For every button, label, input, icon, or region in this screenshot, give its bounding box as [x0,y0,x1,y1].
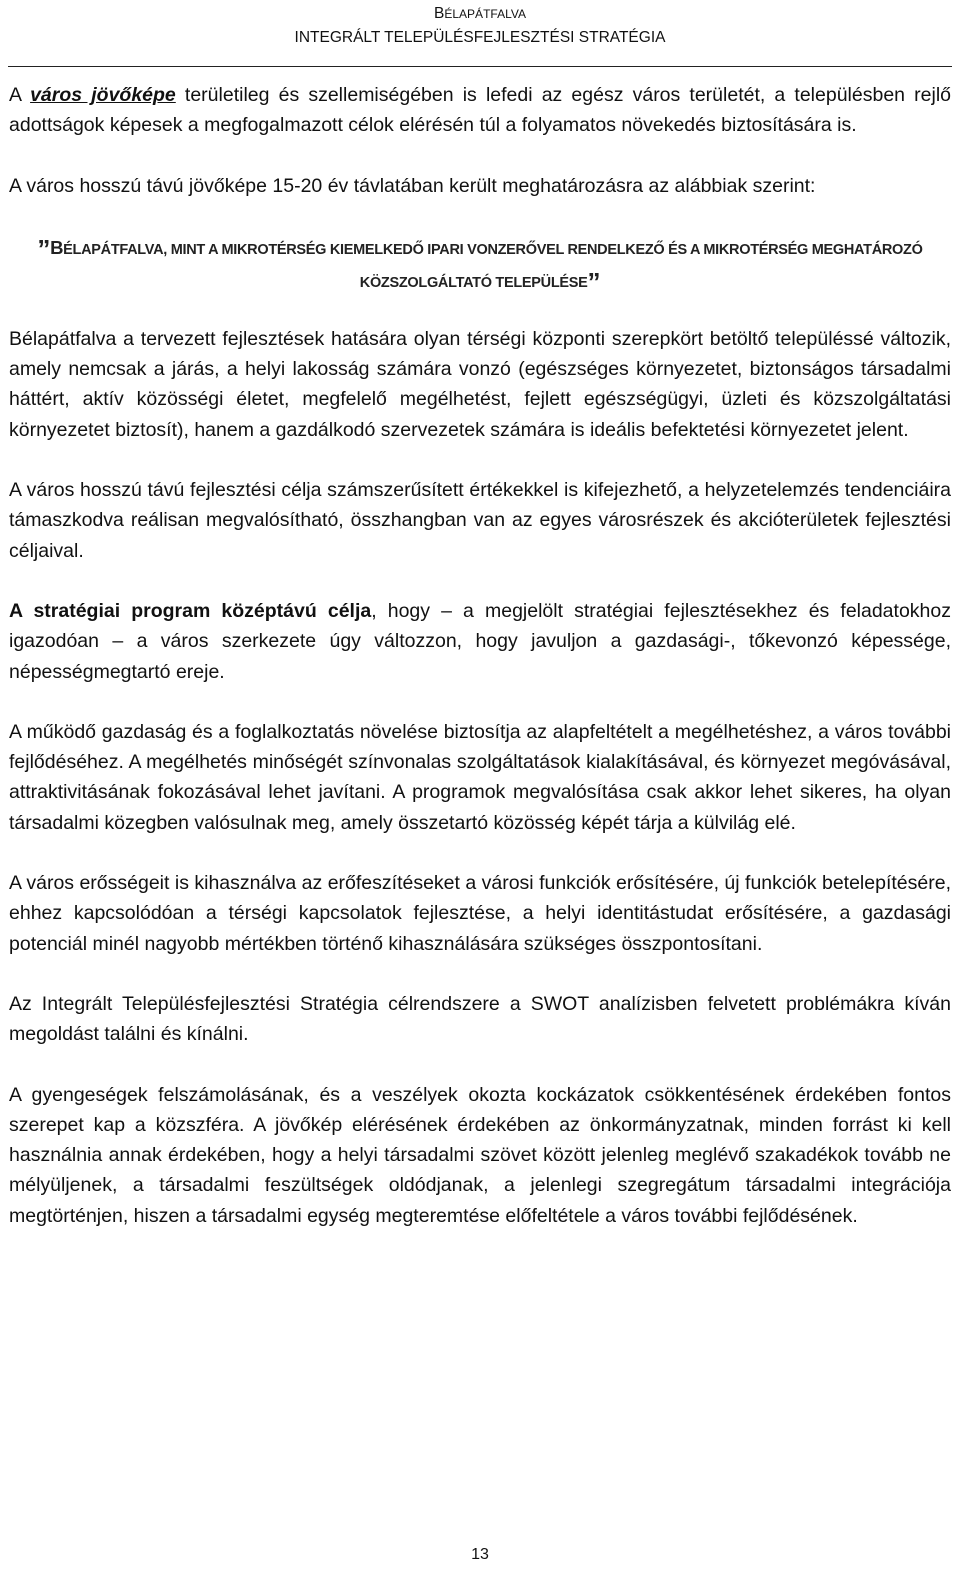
p5-rest: , hogy – a megjelölt stratégiai fejlesztésekhez és feladatokhoz igazodóan – a város szerkezete úgy változzon, hogy javuljon a gazdasági-, tőkevonzó képessége, népességmegtartó ereje. [9,599,951,683]
header-divider [8,66,952,67]
p5-bold-lead: A stratégiai program középtávú célja [9,599,372,622]
vision-close-quote: ” [587,266,601,297]
header-document-title: INTEGRÁLT TELEPÜLÉSFEJLESZTÉSI STRATÉGIA [294,29,666,46]
paragraph-vision-timeframe: A város hosszú távú jövőképe 15-20 év távlatában került meghatározásra az alábbiak szerint: [9,174,816,197]
paragraph-swot: Az Integrált Településfejlesztési Stratégia célrendszere a SWOT analízisben felvetett problémákra kíván megoldást találni és kínálni. [9,992,951,1046]
vision-text: ÉLAPÁTFALVA, MINT A MIKROTÉRSÉG KIEMELKEDŐ IPARI VONZERŐVEL RENDELKEZŐ ÉS A MIKROTÉRSÉG MEGHATÁROZÓ KÖZSZOLGÁLTATÓ TELEPÜLÉSE [63,241,923,291]
header-town-initial: B [434,5,445,22]
header-town-name [0,2,960,26]
paragraph-mid-term-goal [9,596,951,687]
p1-prefix: A [9,84,31,106]
paragraph-economy: A működő gazdaság és a foglalkoztatás növelése biztosítja az alapfeltételt a megélhetéshez, a város további fejlődéséhez. A megélhetés minőségét színvonalas szolgáltatások kialakításával, és környezet megóvásával, attraktivitásának fokozásával lehet javítani. A programok megvalósítása csak akkor lehet sikeres, ha olyan társadalmi közegben valósulnak meg, amely összetartó közösség képét tárja a külvilág elé. [9,720,951,834]
paragraph-long-term-goal: A város hosszú távú fejlesztési célja számszerűsített értékekkel is kifejezhető, a helyzetelemzés tendenciáira támaszkodva reálisan megvalósítható, összhangban van az egyes városrészek és akcióterületek fejlesztési céljaival. [9,479,951,562]
header-town-rest: ÉLAPÁTFALVA [444,7,526,21]
p1-emphasis: város jövőképe [30,84,176,106]
paragraph-public-sector: A gyengeségek felszámolásának, és a veszélyek okozta kockázatok csökkentésének érdekében fontos szerepet kap a közszféra. A jövőkép elérésének érdekében az önkormányzatnak, minden forrást ki kell használnia annak érdekében, hogy a helyi társadalmi szövet között jelenleg meglévő szakadékok tovább ne mélyüljenek, a társadalmi feszültségek oldódjanak, a jelenlegi szegregátum társadalmi integrációja megtörténjen, hiszen a társadalmi egység megteremtése előfeltétele a város további fejlődésének. [9,1083,951,1227]
vision-open-quote: ” [37,233,51,264]
paragraph-regional-role: Bélapátfalva a tervezett fejlesztések hatására olyan térségi központi szerepkört betöltő településsé változik, amely nemcsak a járás, a helyi lakosság számára vonzó (egészséges környezetet, biztonságos társadalmi háttért, aktív közösségi életet, megfelelő megélhetést, fejlett egészségügyi, üzleti és közszolgáltatási környezetet biztosít), hanem a gazdálkodó szervezetek számára is ideális befektetési környezetet jelent. [9,327,951,441]
page-header [0,2,960,49]
paragraph-strengths: A város erősségeit is kihasználva az erőfeszítéseket a városi funkciók erősítésére, új funkciók betelepítésére, ehhez kapcsolódóan a térségi kapcsolatok fejlesztése, a helyi identitástudat erősítésére, a gazdasági potenciál minél nagyobb mértékben történő kihasználására szükséges összpontosítani. [9,872,951,955]
document-body [9,80,951,1261]
paragraph-vision-intro [9,80,951,141]
vision-statement [9,231,951,300]
p1-suffix: területileg és szellemiségében is lefedi az egész város területét, a településben rejlő adottságok képesek a megfogalmazott célok elérésén túl a folyamatos növekedés biztosítására is. [9,84,951,137]
vision-initial: B [50,236,64,258]
page-number: 13 [471,1546,489,1563]
